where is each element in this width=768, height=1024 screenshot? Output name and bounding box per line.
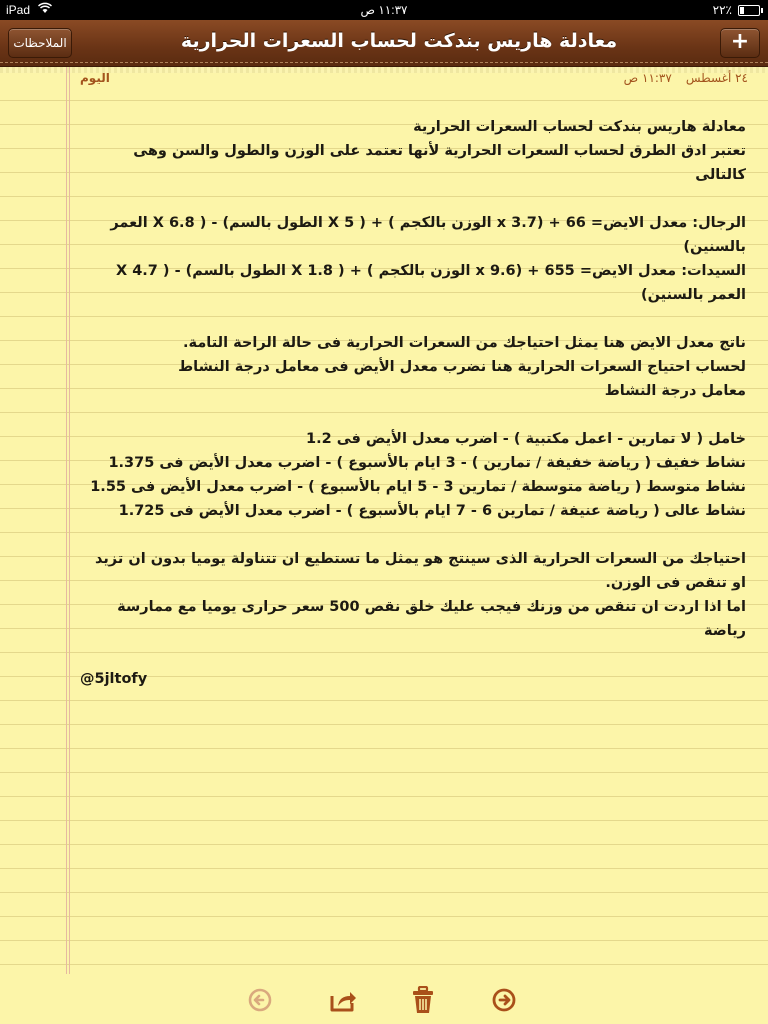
note-blank-line (80, 187, 746, 211)
previous-note-button[interactable] (245, 986, 275, 1014)
add-note-button[interactable]: + (720, 28, 760, 58)
note-text-line: نشاط خفيف ( رياضة خفيفة / تمارين ) - 3 ايام بالأسبوع ) - اضرب معدل الأيض فى 1.375 (108, 455, 746, 471)
battery-percent: ٢٢٪ (712, 3, 732, 17)
note-text-line: تعتبر ادق الطرق لحساب السعرات الحرارية لأنها تعتمد على الوزن والطول والسن وهى كالتالى (133, 143, 746, 183)
today-label: اليوم (80, 71, 110, 85)
next-note-button[interactable] (489, 986, 519, 1014)
share-arrow-icon (328, 986, 358, 1014)
note-text-line: السيدات: معدل الايض= 655 + (9.6 x الوزن بالكجم ) + ( 1.8 X الطول بالسم) - ( 4.7 X العمر بالسنين) (115, 263, 746, 303)
trash-icon (408, 986, 438, 1014)
note-blank-line (80, 643, 746, 667)
margin-line (69, 67, 70, 974)
note-text-line: نشاط متوسط ( رياضة متوسطة / تمارين 3 - 5 ايام بالأسبوع ) - اضرب معدل الأيض فى 1.55 (90, 479, 746, 495)
note-text-line: لحساب احتياج السعرات الحرارية هنا نضرب معدل الأيض فى معامل درجة النشاط (178, 359, 746, 375)
nav-bar (0, 20, 768, 67)
note-blank-line (80, 307, 746, 331)
note-text-line: @5jltofy (80, 671, 148, 687)
note-text-line: معادلة هاريس بندكت لحساب السعرات الحرارية (413, 119, 746, 135)
note-text-line: ناتج معدل الايض هنا يمثل احتياجك من السعرات الحرارية فى حالة الراحة التامة. (183, 335, 746, 351)
note-text-line: الرجال: معدل الايض= 66 + (3.7 x الوزن بالكجم ) + ( 5 X الطول بالسم) - ( 6.8 X العمر بالسنين) (110, 215, 746, 255)
battery-icon (738, 5, 760, 16)
leather-stitch (0, 62, 768, 63)
note-meta (80, 71, 748, 91)
status-time: ١١:٣٧ ص (360, 3, 408, 17)
delete-button[interactable] (408, 986, 438, 1014)
note-text-line: نشاط عالى ( رياضة عنيفة / تمارين 6 - 7 ايام بالأسبوع ) - اضرب معدل الأيض فى 1.725 (118, 503, 746, 519)
status-bar (0, 0, 768, 20)
note-datetime (610, 71, 748, 85)
note-date: ٢٤ أغسطس (685, 71, 748, 85)
note-text-line: اما اذا اردت ان تنقص من وزنك فيجب عليك خلق نقص 500 سعر حرارى يوميا مع ممارسة رياضة (117, 599, 746, 639)
carrier-label: iPad (6, 3, 31, 17)
notes-button[interactable]: الملاحظات (8, 28, 72, 58)
note-blank-line (80, 403, 746, 427)
note-text-line: احتياجك من السعرات الحرارية الذى سينتج هو يمثل ما تستطيع ان تتناولة يوميا بدون ان تزيد او تنقص فى الوزن. (94, 551, 746, 591)
note-paper[interactable] (0, 67, 768, 974)
share-button[interactable] (328, 986, 358, 1014)
note-text-line: خامل ( لا تمارين - اعمل مكتبية ) - اضرب معدل الأيض فى 1.2 (305, 431, 746, 447)
arrow-left-circle-icon (245, 986, 275, 1014)
note-text-line: معامل درجة النشاط (604, 383, 746, 399)
battery-fill (740, 7, 744, 14)
arrow-right-circle-icon (489, 986, 519, 1014)
bottom-toolbar (0, 974, 768, 1024)
note-time: ١١:٣٧ ص (623, 71, 672, 85)
note-blank-line (80, 523, 746, 547)
margin-line (66, 67, 67, 974)
note-body[interactable] (80, 115, 746, 691)
note-title: معادلة هاريس بندكت لحساب السعرات الحرارية (180, 30, 618, 52)
